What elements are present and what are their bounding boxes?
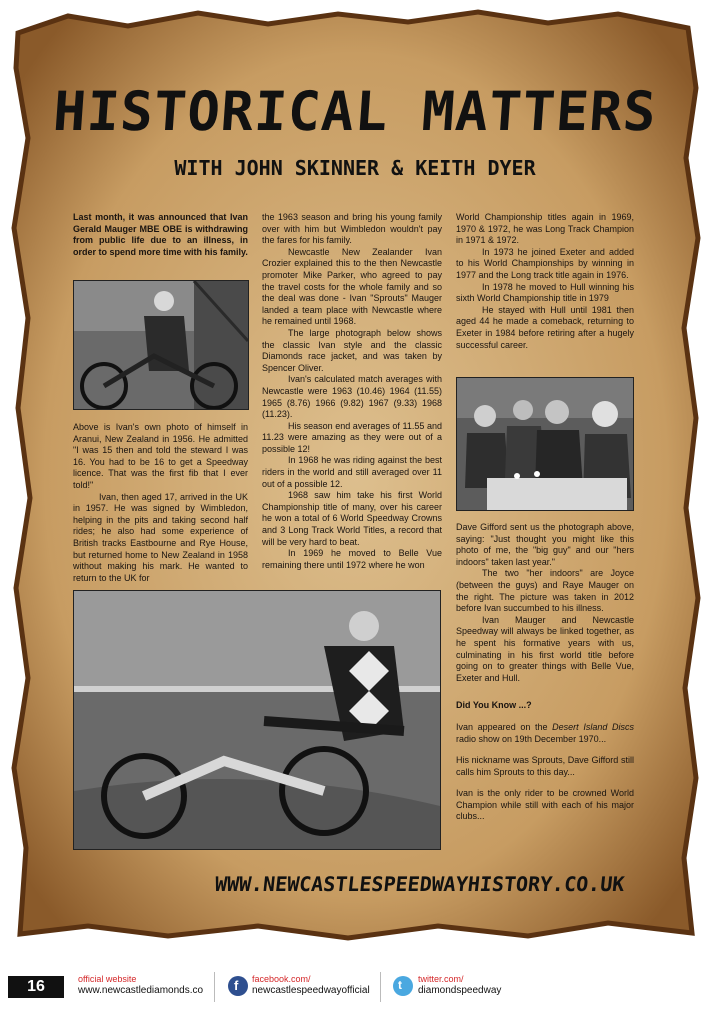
paragraph: Ivan, then aged 17, arrived in the UK in 1957. He was signed by Wimbledon, helping in the pits and taking second half rides; he also had some experience of British tracks Eastbourne and Rye House, but returned home to New Zealand in 1958 without making his mark. He wanted to return to the UK for xyxy=(73,491,248,583)
twitter-label: twitter.com/ xyxy=(418,974,464,984)
article-column-2 xyxy=(262,212,442,571)
facebook-link[interactable] xyxy=(252,974,370,996)
website-banner: WWW.NEWCASTLESPEEDWAYHISTORY.CO.UK xyxy=(213,872,626,896)
did-you-know-text: radio show on 19th December 1970... xyxy=(456,733,607,744)
twitter-link[interactable] xyxy=(418,974,501,996)
facebook-label: facebook.com/ xyxy=(252,974,311,984)
facebook-icon[interactable]: f xyxy=(228,976,248,996)
page-footer xyxy=(0,970,710,1010)
paragraph: In 1969 he moved to Belle Vue remaining there until 1972 where he won xyxy=(262,548,442,570)
paragraph: The two "her indoors" are Joyce (between the guys) and Raye Mauger on the right. The picture was taken in 2012 before Ivan succumbed to his illness. xyxy=(456,568,634,614)
article-column-1 xyxy=(73,212,248,258)
article-column-1-body xyxy=(73,422,248,584)
paragraph: In 1978 he moved to Hull winning his sixth World Championship title in 1979 xyxy=(456,281,634,304)
programme-title: Desert Island Discs xyxy=(552,721,634,732)
page-number: 16 xyxy=(8,976,64,998)
article-column-3-body xyxy=(456,522,634,823)
paragraph: Ivan Mauger and Newcastle Speedway will always be linked together, as he spent his formative years with us, culminating in his first world title before going on to greater things with Belle Vue, Exeter and Hull. xyxy=(456,614,634,683)
photo-young-ivan xyxy=(73,280,249,410)
paragraph: Newcastle New Zealander Ivan Crozier explained this to the then Newcastle promoter Mike Parker, who agreed to pay the travel costs for the whole family and so the deal was done - Ivan "Sprouts" Mauger landed a team place with Newcastle where he remained until 1968. xyxy=(262,246,442,327)
article-column-3 xyxy=(456,212,634,351)
paragraph: He stayed with Hull until 1981 then aged 44 he made a comeback, returning to Exeter in 1984 before retiring after a hugely successful career. xyxy=(456,304,634,350)
footer-divider xyxy=(380,972,381,1002)
paragraph: the 1963 season and bring his young family over with him but Wimbledon wouldn't pay the fares for his family. xyxy=(262,212,442,246)
photo-group-dinner xyxy=(456,377,634,511)
did-you-know-text: Ivan appeared on the xyxy=(456,721,553,732)
paragraph: World Championship titles again in 1969, 1970 & 1972, he was Long Track Champion in 1971 & 1972. xyxy=(456,212,634,246)
page-subtitle: WITH JOHN SKINNER & KEITH DYER xyxy=(174,156,536,180)
paragraph: Above is Ivan's own photo of himself in Aranui, New Zealand in 1956. He admitted "I was 15 then and told the steward I was 16. You had to be 16 to get a Speedway licence. That was the first fib that I ever told!" xyxy=(73,422,248,490)
photo-ivan-racing xyxy=(73,590,441,850)
did-you-know-heading: Did You Know ...? xyxy=(456,700,532,711)
official-website-url[interactable]: www.newcastlediamonds.co xyxy=(78,985,204,996)
official-website[interactable] xyxy=(78,974,203,996)
did-you-know-item xyxy=(456,722,634,745)
lead-paragraph: Last month, it was announced that Ivan Gerald Mauger MBE OBE is withdrawing from public life due to an illness, in order to spend more time with his family. xyxy=(73,212,248,257)
paragraph: In 1968 he was riding against the best riders in the world and still averaged over 11 out of a possible 12. xyxy=(262,455,442,489)
paragraph: Dave Gifford sent us the photograph above, saying: "Just thought you might like this photo of me, the "big guy" and our "hers indoors" taken last year." xyxy=(456,522,634,567)
paragraph: Ivan's calculated match averages with Newcastle were 1963 (10.46) 1964 (11.55) 1965 (8.76) 1966 (9.82) 1967 (9.33) 1968 (11.23). xyxy=(262,374,442,420)
paragraph: His season end averages of 11.55 and 11.23 were amazing as they were out of a possible 12! xyxy=(262,420,442,454)
paragraph: In 1973 he joined Exeter and added to his World Championships by winning in 1977 and the Long track title again in 1976. xyxy=(456,246,634,280)
footer-divider xyxy=(214,972,215,1002)
twitter-icon[interactable]: t xyxy=(393,976,413,996)
facebook-handle[interactable]: newcastlespeedwayofficial xyxy=(252,985,370,996)
official-website-label: official website xyxy=(78,974,137,984)
did-you-know-item: Ivan is the only rider to be crowned World Champion while still with each of his major clubs... xyxy=(456,788,634,822)
page-title: HISTORICAL MATTERS xyxy=(51,80,659,143)
paragraph: The large photograph below shows the classic Ivan style and the classic Diamonds race jacket, and was taken by Spencer Oliver. xyxy=(262,327,442,373)
twitter-handle[interactable]: diamondspeedway xyxy=(418,985,502,996)
paragraph: 1968 saw him take his first World Championship title of many, over his career he won a total of 6 World Speedway Crowns and 3 Long Track World Titles, a record that will be very hard to beat. xyxy=(262,490,442,547)
did-you-know-item: His nickname was Sprouts, Dave Gifford still calls him Sprouts to this day... xyxy=(456,755,634,777)
